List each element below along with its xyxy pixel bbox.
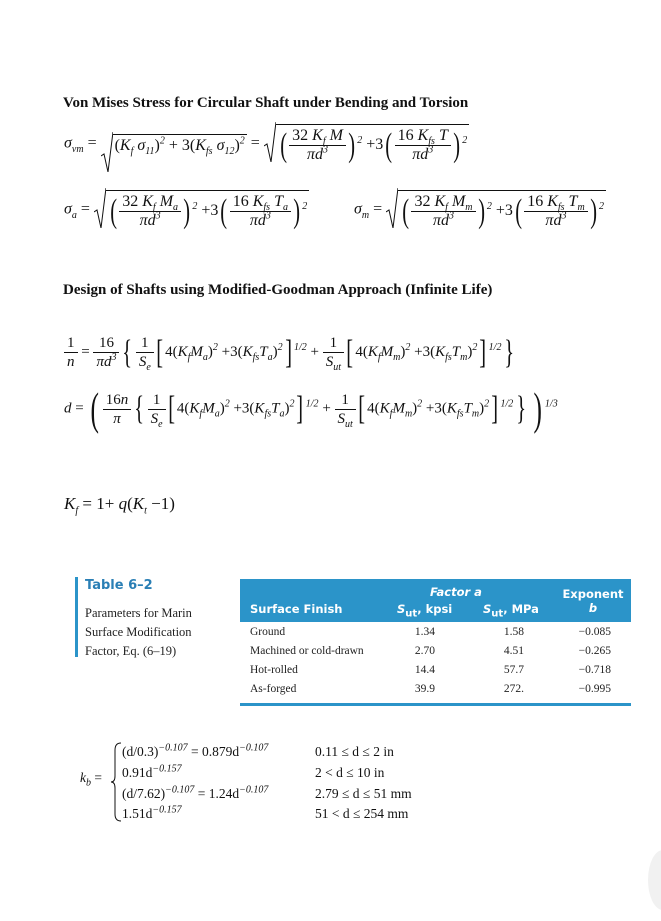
- table-header: [240, 579, 631, 621]
- table-bottom-rule: [240, 703, 631, 706]
- kb-case-3: [122, 786, 268, 802]
- table-caption: [85, 604, 192, 661]
- table-accent-bar: [75, 577, 78, 657]
- header-sut-mpa: [483, 602, 539, 620]
- cell-kpsi: 2.70: [414, 645, 435, 657]
- equation-goodman-n: $\frac{1}{n}$ = $\frac{16}{\pi d^3}$ { $\frac{1}{S_e}$ [ $4(K_fM_a)^2 +3(K_{fs}T_a)^2$] $^{1/2}$ + $\frac{1}{S_{ut}}$ [ $4(K_fM_m)^2 +3(K_{fs}T_m)^2$] $^{1/2}$}: [64, 334, 518, 371]
- table-row: [240, 664, 631, 682]
- cell-b: −0.265: [578, 645, 611, 657]
- cell-mpa: 1.58: [503, 626, 524, 638]
- kb-lhs: $k_b$ =: [80, 770, 102, 789]
- kb-range-1: 0.11 ≤ d ≤ 2 in: [315, 744, 394, 759]
- sut-mpa-sub: ut: [491, 608, 504, 620]
- table-body: [240, 626, 631, 704]
- cell-mpa: 57.7: [503, 664, 524, 676]
- header-exponent: Exponent: [562, 587, 624, 601]
- sut-kpsi-sub: ut: [405, 608, 418, 620]
- page-corner-shade: [648, 850, 661, 910]
- kb-case-exp2: −0.107: [239, 784, 269, 796]
- kb-case-exp: −0.107: [158, 742, 188, 754]
- cell-finish: As-forged: [250, 683, 297, 695]
- table-row: [240, 645, 631, 663]
- cell-b: −0.718: [578, 664, 611, 676]
- cell-mpa: 4.51: [503, 645, 524, 657]
- header-exponent-b: b: [588, 601, 598, 615]
- header-factor-a: Factor a: [430, 585, 482, 599]
- kb-case-2: [122, 765, 182, 781]
- equation-sigma-a: $\sigma_a$ = ( $\frac{32 K_f M_a}{\pi d^3}$ ) $^2$ +3( $\frac{16 K_{fs} T_a}{\pi d^3}$ ) $^2$: [64, 190, 309, 230]
- kb-case-4: [122, 806, 182, 822]
- kb-case-mid: = 1.24d: [194, 786, 240, 801]
- cell-kpsi: 1.34: [414, 626, 435, 638]
- kb-case-exp: −0.107: [165, 784, 195, 796]
- cell-kpsi: 39.9: [414, 683, 435, 695]
- table-row: [240, 683, 631, 701]
- kb-range-4: 51 < d ≤ 254 mm: [315, 806, 409, 821]
- kb-case-exp2: −0.107: [239, 742, 269, 754]
- kb-case-exp: −0.157: [152, 763, 182, 775]
- equation-goodman-d: d = ( $\frac{16n}{\pi}$ { $\frac{1}{S_e}$ [ $4(K_fM_a)^2 +3(K_{fs}T_a)^2$] $^{1/2}$ + $\frac{1}{S_{ut}}$ [ $4(K_fM_m)^2 +3(K_{fs}T_m)^2$] $^{1/2}$} ) $^{1/3}$: [64, 383, 558, 434]
- kb-symbol: k: [80, 770, 86, 785]
- kb-case-expr: (d/7.62): [122, 786, 166, 801]
- table-title: Table 6–2: [85, 578, 153, 593]
- equation-kf: $K_f = 1+ q(K_t -1)$: [64, 494, 175, 517]
- heading-modified-goodman: Design of Shafts using Modified-Goodman Approach (Infinite Life): [63, 282, 493, 298]
- cell-b: −0.085: [578, 626, 611, 638]
- kb-case-expr: (d/0.3): [122, 744, 159, 759]
- sut-kpsi-unit: , kpsi: [417, 602, 453, 616]
- kb-range-3: 2.79 ≤ d ≤ 51 mm: [315, 786, 412, 801]
- cell-finish: Ground: [250, 626, 286, 638]
- caption-line-1: Parameters for Marin: [85, 606, 192, 620]
- cell-kpsi: 14.4: [414, 664, 435, 676]
- kb-case-expr: 1.51d: [122, 806, 153, 821]
- cell-finish: Hot-rolled: [250, 664, 298, 676]
- caption-line-3: Factor, Eq. (6–19): [85, 644, 177, 658]
- kb-case-mid: = 0.879d: [187, 744, 240, 759]
- caption-line-2: Surface Modification: [85, 625, 192, 639]
- sut-mpa-symbol: S: [483, 602, 492, 616]
- kb-case-expr: 0.91d: [122, 765, 153, 780]
- kb-sub: b: [86, 777, 91, 789]
- header-divider: [240, 621, 631, 622]
- table-row: [240, 626, 631, 644]
- header-surface-finish: Surface Finish: [250, 602, 343, 616]
- kb-range-2: 2 < d ≤ 10 in: [315, 765, 385, 780]
- cell-finish: Machined or cold-drawn: [250, 645, 364, 657]
- kb-case-1: [122, 744, 268, 760]
- equation-sigma-m: $\sigma_m$ = ( $\frac{32 K_f M_m}{\pi d^3}$ ) $^2$ +3( $\frac{16 K_{fs} T_m}{\pi d^3}$ ) $^2$: [354, 190, 606, 230]
- heading-von-mises: Von Mises Stress for Circular Shaft under Bending and Torsion: [63, 95, 469, 111]
- kb-brace: [110, 742, 122, 822]
- sut-kpsi-symbol: S: [397, 602, 406, 616]
- kb-case-exp: −0.157: [152, 804, 182, 816]
- equation-sigma-vm: $\sigma_{vm}$ = ($K_f$ $\sigma_{11})^2 + 3(K_{fs}$ $\sigma_{12})^2$ = ( $\frac{32 K_f M}{\pi d^3}$ ) $^2$ +3( $\frac{16 K_{fs} T}{\pi d^3}$ ) $^2$: [64, 124, 469, 164]
- header-sut-kpsi: [397, 602, 453, 620]
- cell-b: −0.995: [578, 683, 611, 695]
- cell-mpa: 272.: [503, 683, 524, 695]
- sut-mpa-unit: , MPa: [503, 602, 539, 616]
